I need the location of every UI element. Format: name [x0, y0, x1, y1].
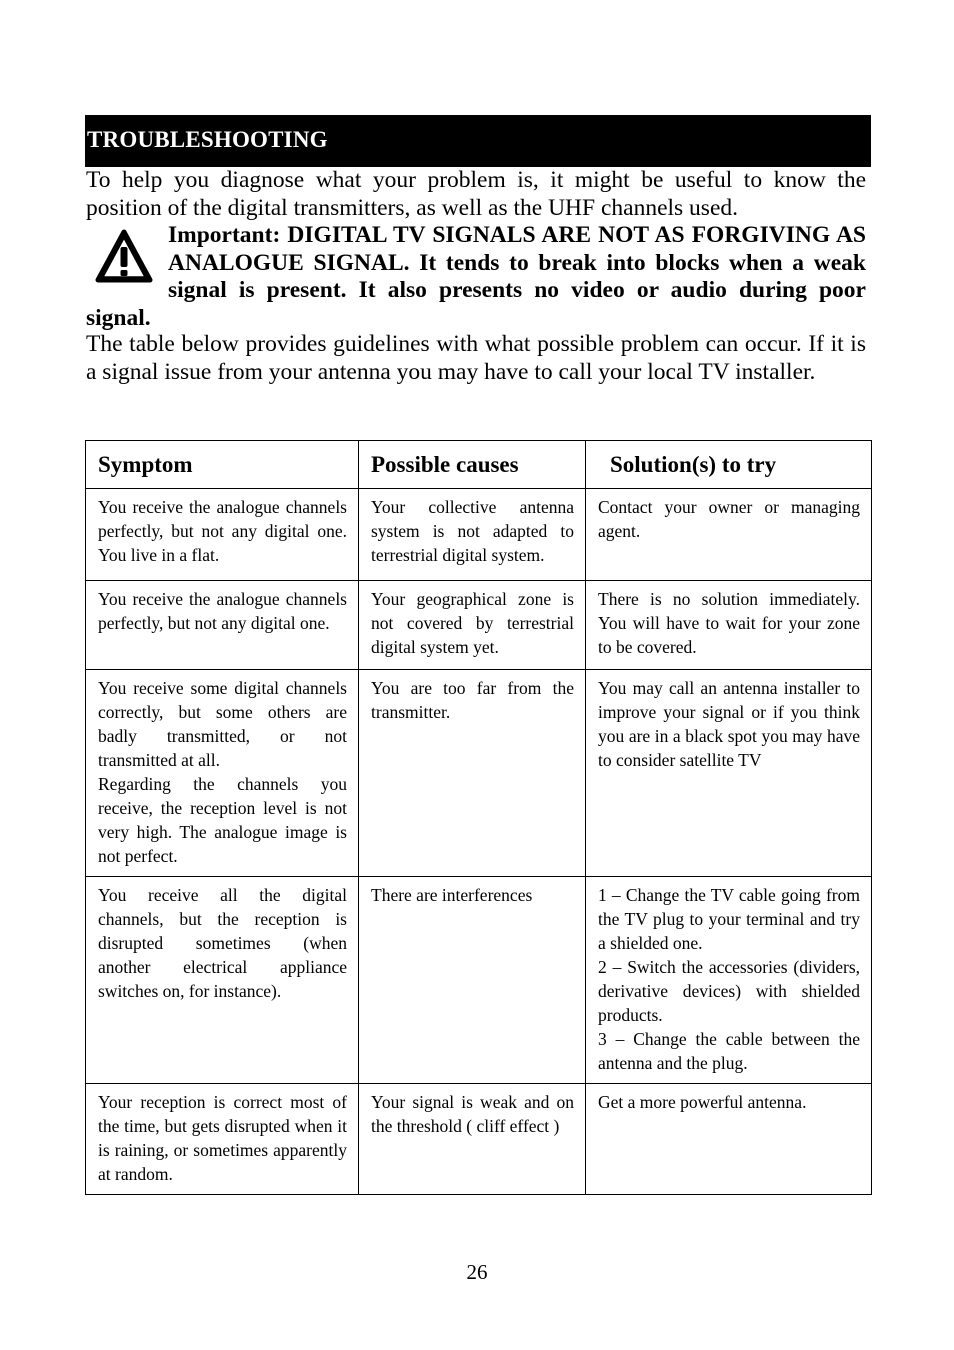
- guidelines-paragraph: The table below provides guidelines with what possible problem can occur. If it is a signal issue from your antenna you may have to call your local TV installer.: [86, 331, 866, 385]
- symptom-cell: [86, 670, 359, 877]
- solution-text: Contact your owner or managing agent.: [598, 497, 860, 541]
- page-number: 26: [466, 1260, 488, 1284]
- table-header-row: [86, 441, 872, 489]
- solution-text: There is no solution immediately. You will have to wait for your zone to be covered.: [598, 589, 860, 657]
- header-symptom: Symptom: [86, 441, 359, 489]
- important-text: Important: DIGITAL TV SIGNALS ARE NOT AS FORGIVING AS ANALOGUE SIGNAL. It tends to break into blocks when a weak signal is present. It also presents no video or audio during poor signal.: [86, 222, 866, 331]
- solution-cell: [586, 581, 872, 670]
- solution-text: 3 – Change the cable between the antenna and the plug.: [598, 1029, 860, 1073]
- solution-text: 2 – Switch the accessories (dividers, derivative devices) with shielded products.: [598, 957, 860, 1025]
- symptom-cell: [86, 581, 359, 670]
- solution-cell: [586, 670, 872, 877]
- header-solutions: Solution(s) to try: [586, 441, 872, 489]
- section-title: TROUBLESHOOTING: [87, 127, 328, 152]
- table-row: [86, 489, 872, 581]
- table-row: [86, 670, 872, 877]
- table-row: [86, 877, 872, 1084]
- solution-cell: [586, 877, 872, 1084]
- solution-text: You may call an antenna installer to improve your signal or if you think you are in a black spot you may have to consider satellite TV: [598, 678, 860, 770]
- cause-cell: There are interferences: [359, 877, 586, 1084]
- symptom-text: You receive all the digital channels, but the reception is disrupted sometimes (when another electrical appliance switches on, for instance).: [98, 885, 347, 1001]
- symptom-cell: [86, 1084, 359, 1195]
- section-header-bar: [85, 115, 871, 167]
- important-notice: [86, 222, 866, 332]
- solution-text: 1 – Change the TV cable going from the TV plug to your terminal and try a shielded one.: [598, 885, 860, 953]
- solution-cell: [586, 489, 872, 581]
- symptom-text: You receive some digital channels correctly, but some others are badly transmitted, or not transmitted at all.: [98, 678, 347, 770]
- solution-text: Get a more powerful antenna.: [598, 1092, 807, 1112]
- symptom-text: Regarding the channels you receive, the reception level is not very high. The analogue image is not perfect.: [98, 774, 347, 866]
- troubleshooting-table: [85, 440, 872, 1195]
- solution-cell: [586, 1084, 872, 1195]
- cause-cell: Your geographical zone is not covered by terrestrial digital system yet.: [359, 581, 586, 670]
- header-possible-causes: Possible causes: [359, 441, 586, 489]
- table-row: [86, 1084, 872, 1195]
- cause-cell: Your collective antenna system is not adapted to terrestrial digital system.: [359, 489, 586, 581]
- table-row: [86, 581, 872, 670]
- symptom-cell: [86, 489, 359, 581]
- symptom-text: Your reception is correct most of the time, but gets disrupted when it is raining, or sometimes apparently at random.: [98, 1092, 347, 1184]
- cause-cell: Your signal is weak and on the threshold ( cliff effect ): [359, 1084, 586, 1195]
- symptom-text: You receive the analogue channels perfectly, but not any digital one. You live in a flat.: [98, 497, 347, 565]
- intro-paragraph: To help you diagnose what your problem is, it might be useful to know the position of the digital transmitters, as well as the UHF channels used.: [86, 167, 866, 221]
- symptom-cell: [86, 877, 359, 1084]
- cause-cell: You are too far from the transmitter.: [359, 670, 586, 877]
- symptom-text: You receive the analogue channels perfectly, but not any digital one.: [98, 589, 347, 633]
